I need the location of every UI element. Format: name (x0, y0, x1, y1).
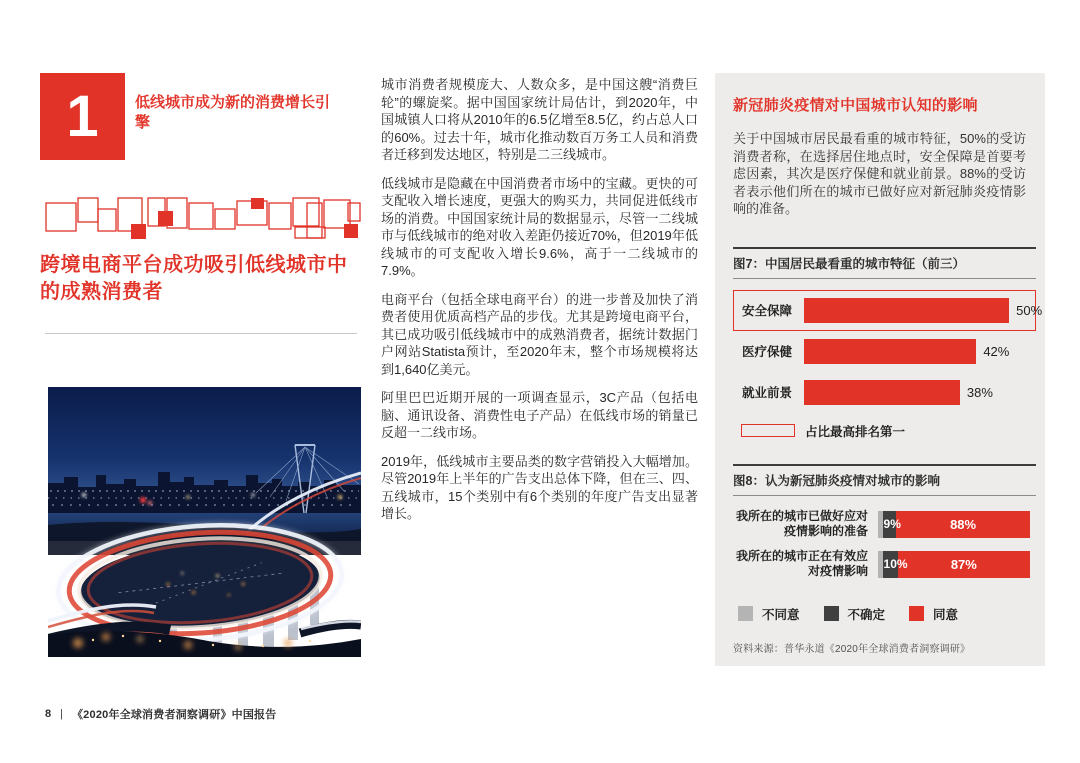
unsure-value: 9% (883, 517, 901, 532)
figure8-title-rule (733, 495, 1036, 496)
figure8-title: 图8：认为新冠肺炎疫情对城市的影响 (733, 473, 940, 488)
agree-swatch (909, 606, 924, 621)
stacked-bar-track (878, 511, 1030, 538)
body-paragraph: 电商平台（包括全球电商平台）的进一步普及加快了消费者使用优质高档产品的步伐。尤其是跨境电商平台，其已成功吸引低线城市中的成熟消费者，据统计数据门户网站Statista预计，至2020年末，整个市场规模将达到1,640亿美元。 (381, 291, 698, 377)
legend-item (909, 605, 958, 623)
segment-agree: 88% (896, 511, 1030, 538)
panel-title: 新冠肺炎疫情对中国城市认知的影响 (733, 97, 978, 114)
city-blocks-graphic (45, 197, 362, 241)
footer-separator: | (60, 708, 63, 720)
unsure-swatch (824, 606, 839, 621)
legend-label: 不确定 (847, 607, 886, 622)
figure7-row (733, 331, 1036, 372)
bar (804, 380, 960, 405)
disagree-swatch (738, 606, 753, 621)
panel-intro: 关于中国城市居民最看重的城市特征，50%的受访消费者称，在选择居住地点时，安全保障是首要考虑因素，其次是医疗保健和就业前景。88%的受访者表示他们所在的城市已做好应对新冠肺炎疫情影响的准备。 (733, 131, 1026, 216)
stacked-bar-label: 我所在的城市已做好应对疫情影响的准备 (735, 508, 868, 539)
bar-value: 38% (966, 384, 993, 400)
figure7-legend (741, 422, 1036, 440)
bar-value: 50% (1016, 302, 1043, 318)
bar-label: 医疗保健 (742, 345, 793, 359)
figure7-row-highlighted (733, 290, 1043, 331)
figure8-row (735, 509, 1036, 540)
unsure-value: 10% (883, 557, 908, 572)
report-title: 《2020年全球消费者洞察调研》中国报告 (71, 709, 277, 721)
figure8-bars (733, 509, 1036, 580)
body-paragraph: 阿里巴巴近期开展的一项调查显示，3C产品（包括电脑、通讯设备、消费性电子产品）在低线市场的销量已反超一二线市场。 (381, 390, 698, 440)
bar-value: 42% (983, 343, 1010, 359)
body-paragraph: 低线城市是隐藏在中国消费者市场中的宝藏。更快的可支配收入增长速度，更强大的购买力，共同促进低线市场的消费。中国国家统计局的数据显示，尽管一二线城市与低线城市的绝对收入差距仍接近70%，但2019年低线城市的可支配收入增长9.6%，高于一二线城市的7.9%。 (381, 175, 698, 278)
body-paragraph: 城市消费者规模庞大、人数众多，是中国这艘“消费巨轮”的螺旋桨。据中国国家统计局估计，到2020年，中国城镇人口将从2010年的6.5亿增至8.5亿，约占总人口的60%。过去十年，城市化推动数百万务工人员和消费者迁移到发达地区，特别是二三线城市。 (381, 77, 698, 162)
figure8-legend (738, 605, 1036, 623)
page-footer (45, 706, 276, 722)
figure7-title: 图7：中国居民最看重的城市特征（前三） (733, 256, 965, 271)
stacked-bar-track (878, 551, 1030, 578)
section-header (40, 73, 362, 160)
left-column (40, 73, 362, 657)
segment-agree: 87% (898, 551, 1030, 578)
segment-unsure (883, 511, 901, 538)
bar-label: 就业前景 (742, 386, 793, 400)
legend-item (824, 605, 886, 623)
figure8 (733, 464, 1036, 655)
page-number: 8 (45, 708, 52, 720)
covid-insight-panel (715, 73, 1045, 666)
figure7-title-rule (733, 278, 1036, 279)
section-title: 低线城市成为新的消费增长引擎 (135, 94, 331, 132)
nanpu-bridge-night-photo (48, 387, 361, 657)
figure7-row (733, 372, 1036, 413)
bar (804, 339, 976, 364)
legend-label: 不同意 (762, 607, 800, 622)
bar-label: 安全保障 (742, 304, 793, 318)
divider-line (45, 333, 357, 334)
bar (804, 298, 1009, 323)
legend-label: 同意 (933, 607, 959, 622)
figure7-legend-label: 占比最高排名第一 (805, 424, 906, 439)
figure7 (733, 247, 1043, 440)
body-text-column (381, 76, 698, 523)
bar-track (804, 380, 1027, 405)
source-note: 资料来源：普华永道《2020年全球消费者洞察调研》 (733, 643, 971, 655)
bar-track (804, 298, 1043, 323)
stacked-bar-label: 我所在的城市正在有效应对疫情影响 (735, 548, 868, 579)
highlight-swatch (741, 424, 795, 437)
section-headline: 跨境电商平台成功吸引低线城市中的成熟消费者 (40, 254, 348, 303)
body-paragraph: 2019年，低线城市主要品类的数字营销投入大幅增加。尽管2019年上半年的广告支出总体下降，但在三、四、五线城市，15个类别中有6个类别的年度广告支出显著增长。 (381, 453, 698, 521)
legend-item (738, 605, 800, 623)
figure7-bars (733, 290, 1043, 413)
segment-unsure (883, 551, 908, 578)
figure8-row (735, 549, 1036, 580)
section-number-badge: 1 (40, 73, 125, 160)
bar-track (804, 339, 1027, 364)
